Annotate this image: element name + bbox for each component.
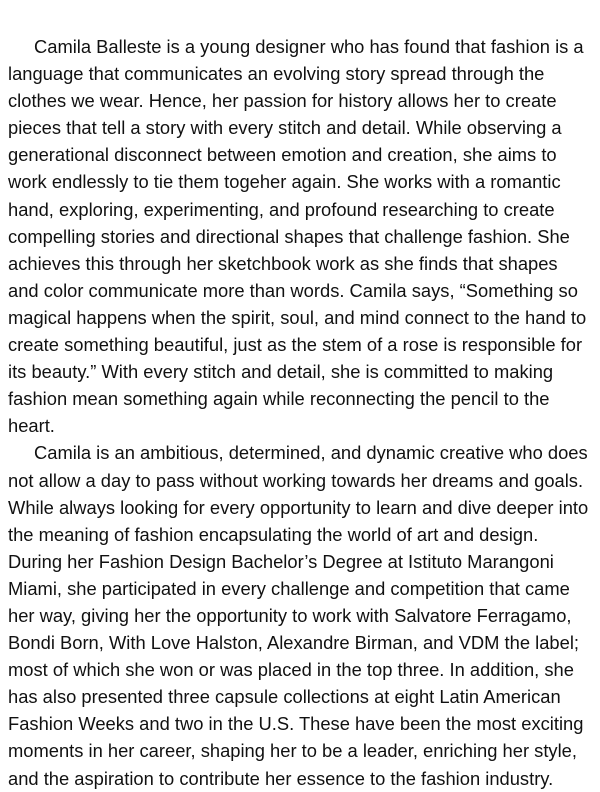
bio-paragraph-1: Camila Balleste is a young designer who has found that fashion is a language that communicates an evolving story spread through the clothes we wear. Hence, her passion for history allows her to create pieces that tell a story with every stitch and detail. While observing a generational disconnect between emotion and creation, she aims to work endlessly to tie them togeher again. She works with a romantic hand, exploring, experimenting, and profound researching to create compelling stories and directional shapes that challenge fashion. She achieves this through her sketchbook work as she finds that shapes and color communicate more than words. Camila says, “Something so magical happens when the spirit, soul, and mind connect to the hand to create something beautiful, just as the stem of a rose is responsible for its beauty.” With every stitch and detail, she is committed to making fashion mean something again while reconnecting the pencil to the heart. — [8, 36, 587, 437]
bio-paragraph-2: Camila is an ambitious, determined, and dynamic creative who does not allow a day to pass without working towards her dreams and goals. While always looking for every opportunity to learn and dive deeper into the meaning of fashion encapsulating the world of art and design. During her Fashion Design Bachelor’s Degree at Istituto Marangoni Miami, she participated in every challenge and competition that came her way, giving her the opportunity to work with Salvatore Ferragamo, Bondi Born, With Love Halston, Alexandre Birman, and VDM the label; most of which she won or was placed in the top three. In addition, she has also presented three capsule collections at eight Latin American Fashion Weeks and two in the U.S. These have been the most exciting moments in her career, shaping her to be a leader, enriching her style, and the aspiration to contribute her essence to the fashion industry. — [8, 442, 589, 789]
